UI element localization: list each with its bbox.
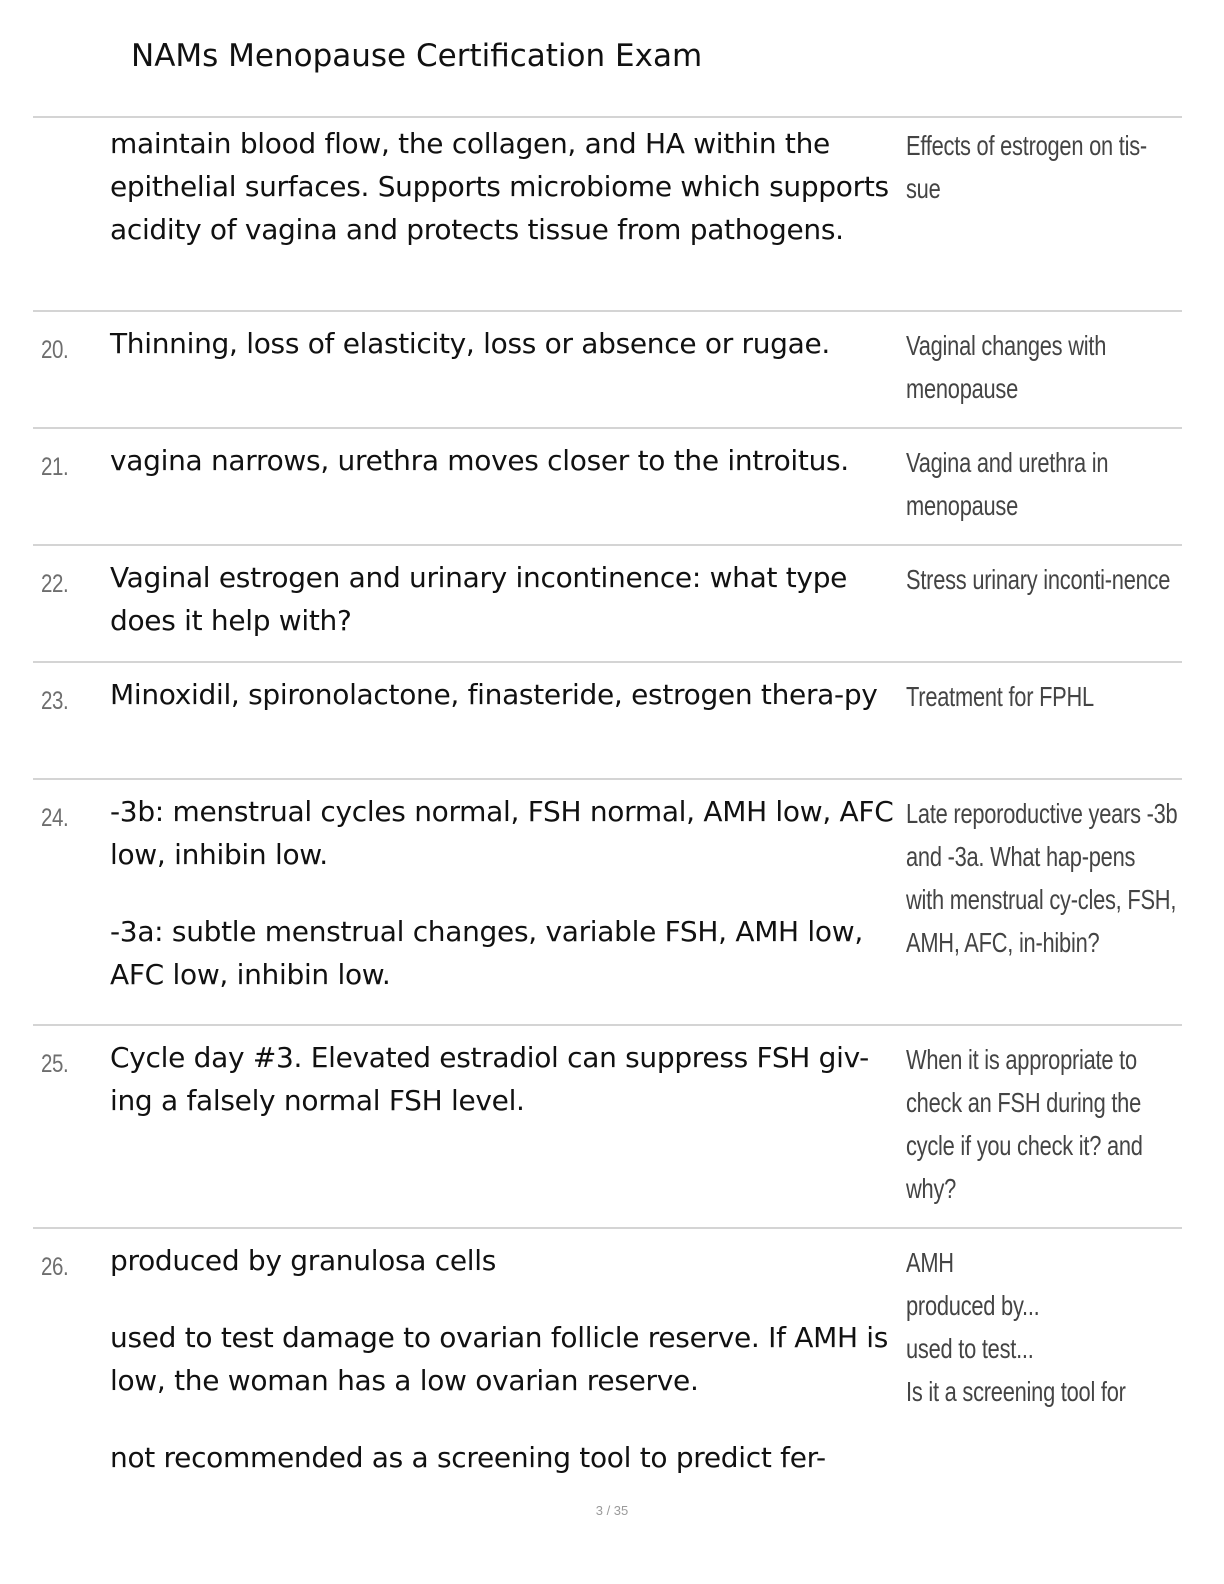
card-back: [906, 1241, 1178, 1413]
card-back: Vaginal changes with menopause: [906, 330, 1107, 404]
card-back-line: produced by...: [906, 1290, 1040, 1321]
flashcard-item: [33, 116, 1182, 310]
flashcard-item: [33, 427, 1182, 544]
flashcard-item: [33, 544, 1182, 661]
page-title: NAMs Menopause Certification Exam: [131, 38, 703, 74]
card-number: 20.: [41, 336, 69, 364]
flashcard-item: [33, 661, 1182, 778]
card-back: When it is appropriate to check an FSH during the cycle if you check it? and why?: [906, 1044, 1143, 1204]
card-front-text: not recommended as a screening tool to predict fer-: [110, 1441, 826, 1474]
card-back-line: Is it a screening tool for: [906, 1376, 1126, 1407]
card-front-text: Vaginal estrogen and urinary incontinence: what type does it help with?: [110, 561, 848, 637]
page-number: 3 / 35: [595, 1503, 629, 1518]
card-number: 23.: [41, 687, 69, 715]
card-number: 26.: [41, 1253, 69, 1281]
card-front-text: produced by granulosa cells: [110, 1244, 497, 1277]
card-number: 25.: [41, 1050, 69, 1078]
card-front-text: -3b: menstrual cycles normal, FSH normal, AMH low, AFC low, inhibin low.: [110, 795, 894, 871]
flashcard-list: [33, 116, 1182, 1485]
card-front-text: used to test damage to ovarian follicle reserve. If AMH is low, the woman has a low ovarian reserve.: [110, 1321, 889, 1397]
flashcard-item: [33, 1227, 1182, 1485]
card-front: [110, 122, 900, 251]
card-front-text: Cycle day #3. Elevated estradiol can suppress FSH giv-ing a falsely normal FSH level.: [110, 1041, 869, 1117]
card-back: Stress urinary inconti-nence: [906, 564, 1171, 595]
card-number: 21.: [41, 453, 69, 481]
card-number: 22.: [41, 570, 69, 598]
card-back: Effects of estrogen on tis-sue: [906, 130, 1147, 204]
card-back-line: AMH: [906, 1247, 954, 1278]
flashcard-item: [33, 778, 1182, 1024]
card-front-text: -3a: subtle menstrual changes, variable FSH, AMH low, AFC low, inhibin low.: [110, 915, 863, 991]
card-front-text: Thinning, loss of elasticity, loss or absence or rugae.: [110, 327, 831, 360]
card-front-text: vagina narrows, urethra moves closer to the introitus.: [110, 444, 849, 477]
card-number: 24.: [41, 804, 69, 832]
card-back: Late reporoductive years -3b and -3a. What hap-pens with menstrual cy-cles, FSH, AMH, AFC, in-hibin?: [906, 798, 1178, 958]
card-front: [110, 790, 900, 996]
flashcard-item: [33, 1024, 1182, 1227]
card-front: [110, 322, 900, 365]
card-back: Vagina and urethra in menopause: [906, 447, 1109, 521]
card-front: [110, 673, 900, 716]
card-front: [110, 1239, 900, 1479]
card-back-line: used to test...: [906, 1333, 1034, 1364]
card-front: [110, 556, 900, 642]
card-front-text: Minoxidil, spironolactone, finasteride, estrogen thera-py: [110, 678, 878, 711]
card-front: [110, 1036, 900, 1122]
card-front: [110, 439, 900, 482]
flashcard-item: [33, 310, 1182, 427]
card-front-text: maintain blood flow, the collagen, and HA within the epithelial surfaces. Supports microbiome which supports acidity of vagina and protects tissue from pathogens.: [110, 127, 889, 246]
card-back: Treatment for FPHL: [906, 681, 1094, 712]
